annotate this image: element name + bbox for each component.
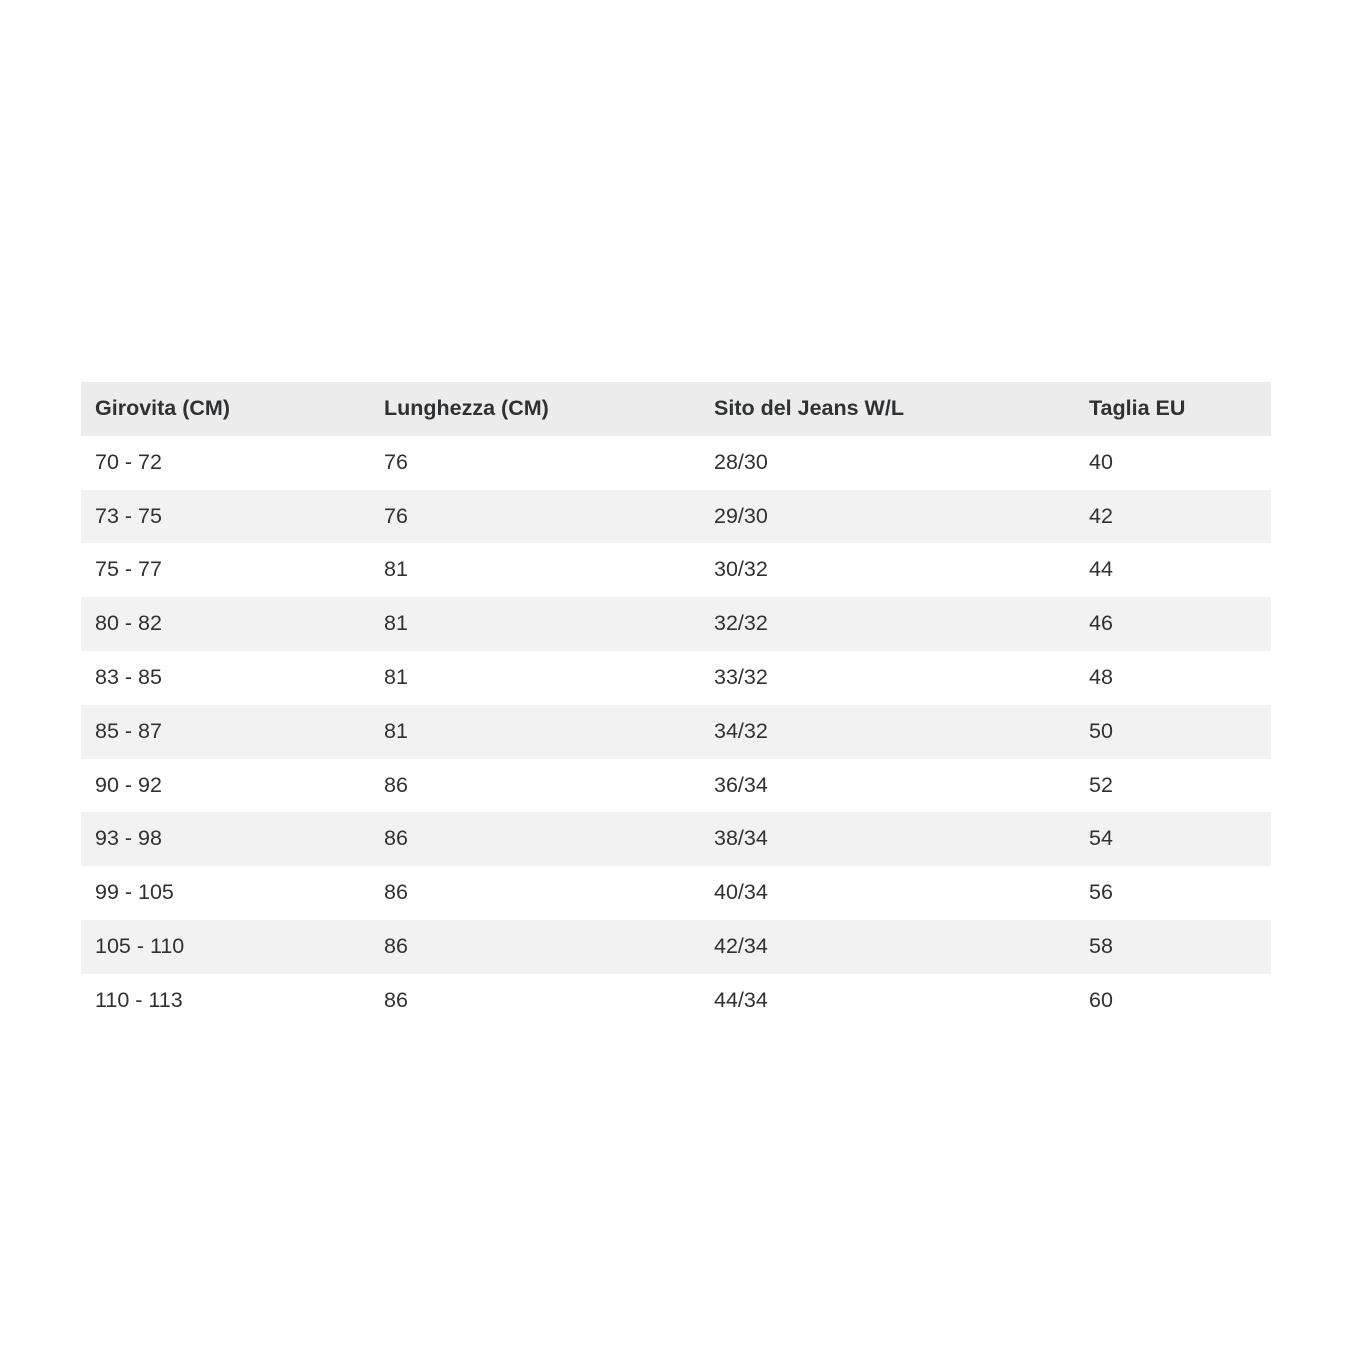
cell-sito-jeans: 33/32 [714, 664, 768, 689]
size-chart-table [81, 382, 1271, 1028]
cell-taglia-eu: 52 [1089, 772, 1113, 797]
cell-taglia-eu: 54 [1089, 826, 1113, 851]
cell-taglia-eu: 40 [1089, 449, 1113, 474]
cell-sito-jeans: 44/34 [714, 987, 768, 1012]
cell-lunghezza: 81 [384, 664, 408, 689]
table-row [81, 759, 1271, 813]
column-header-lunghezza: Lunghezza (CM) [370, 382, 700, 436]
cell-lunghezza: 81 [384, 557, 408, 582]
cell-sito-jeans: 40/34 [714, 880, 768, 905]
cell-girovita: 110 - 113 [95, 987, 183, 1012]
table-row [81, 597, 1271, 651]
cell-girovita: 73 - 75 [95, 503, 162, 528]
table-row [81, 651, 1271, 705]
cell-lunghezza: 81 [384, 718, 408, 743]
cell-taglia-eu: 58 [1089, 933, 1113, 958]
size-chart-container [81, 382, 1271, 1028]
cell-girovita: 83 - 85 [95, 664, 162, 689]
cell-lunghezza: 81 [384, 611, 408, 636]
cell-taglia-eu: 42 [1089, 503, 1113, 528]
cell-girovita: 105 - 110 [95, 933, 185, 958]
cell-sito-jeans: 38/34 [714, 826, 768, 851]
cell-lunghezza: 86 [384, 772, 408, 797]
table-header-row [81, 382, 1271, 436]
cell-sito-jeans: 32/32 [714, 611, 768, 636]
cell-girovita: 99 - 105 [95, 880, 174, 905]
table-header [81, 382, 1271, 436]
cell-girovita: 93 - 98 [95, 826, 162, 851]
cell-girovita: 75 - 77 [95, 557, 162, 582]
cell-taglia-eu: 46 [1089, 611, 1113, 636]
cell-sito-jeans: 34/32 [714, 718, 768, 743]
table-row [81, 974, 1271, 1028]
cell-girovita: 80 - 82 [95, 611, 162, 636]
cell-lunghezza: 76 [384, 503, 408, 528]
cell-girovita: 85 - 87 [95, 718, 162, 743]
table-row [81, 866, 1271, 920]
cell-lunghezza: 86 [384, 987, 408, 1012]
cell-taglia-eu: 60 [1089, 987, 1113, 1012]
table-row [81, 543, 1271, 597]
cell-girovita: 90 - 92 [95, 772, 162, 797]
table-row [81, 920, 1271, 974]
cell-girovita: 70 - 72 [95, 449, 162, 474]
cell-sito-jeans: 29/30 [714, 503, 768, 528]
cell-lunghezza: 86 [384, 826, 408, 851]
cell-sito-jeans: 36/34 [714, 772, 768, 797]
cell-lunghezza: 86 [384, 933, 408, 958]
column-header-sito-jeans: Sito del Jeans W/L [700, 382, 1075, 436]
cell-taglia-eu: 44 [1089, 557, 1113, 582]
cell-sito-jeans: 28/30 [714, 449, 768, 474]
column-header-taglia-eu: Taglia EU [1075, 382, 1271, 436]
cell-lunghezza: 76 [384, 449, 408, 474]
cell-lunghezza: 86 [384, 880, 408, 905]
column-header-girovita: Girovita (CM) [81, 382, 370, 436]
table-row [81, 812, 1271, 866]
table-row [81, 436, 1271, 490]
cell-taglia-eu: 48 [1089, 664, 1113, 689]
table-row [81, 490, 1271, 544]
cell-taglia-eu: 50 [1089, 718, 1113, 743]
cell-sito-jeans: 42/34 [714, 933, 768, 958]
table-row [81, 705, 1271, 759]
table-body [81, 436, 1271, 1028]
cell-sito-jeans: 30/32 [714, 557, 768, 582]
cell-taglia-eu: 56 [1089, 880, 1113, 905]
